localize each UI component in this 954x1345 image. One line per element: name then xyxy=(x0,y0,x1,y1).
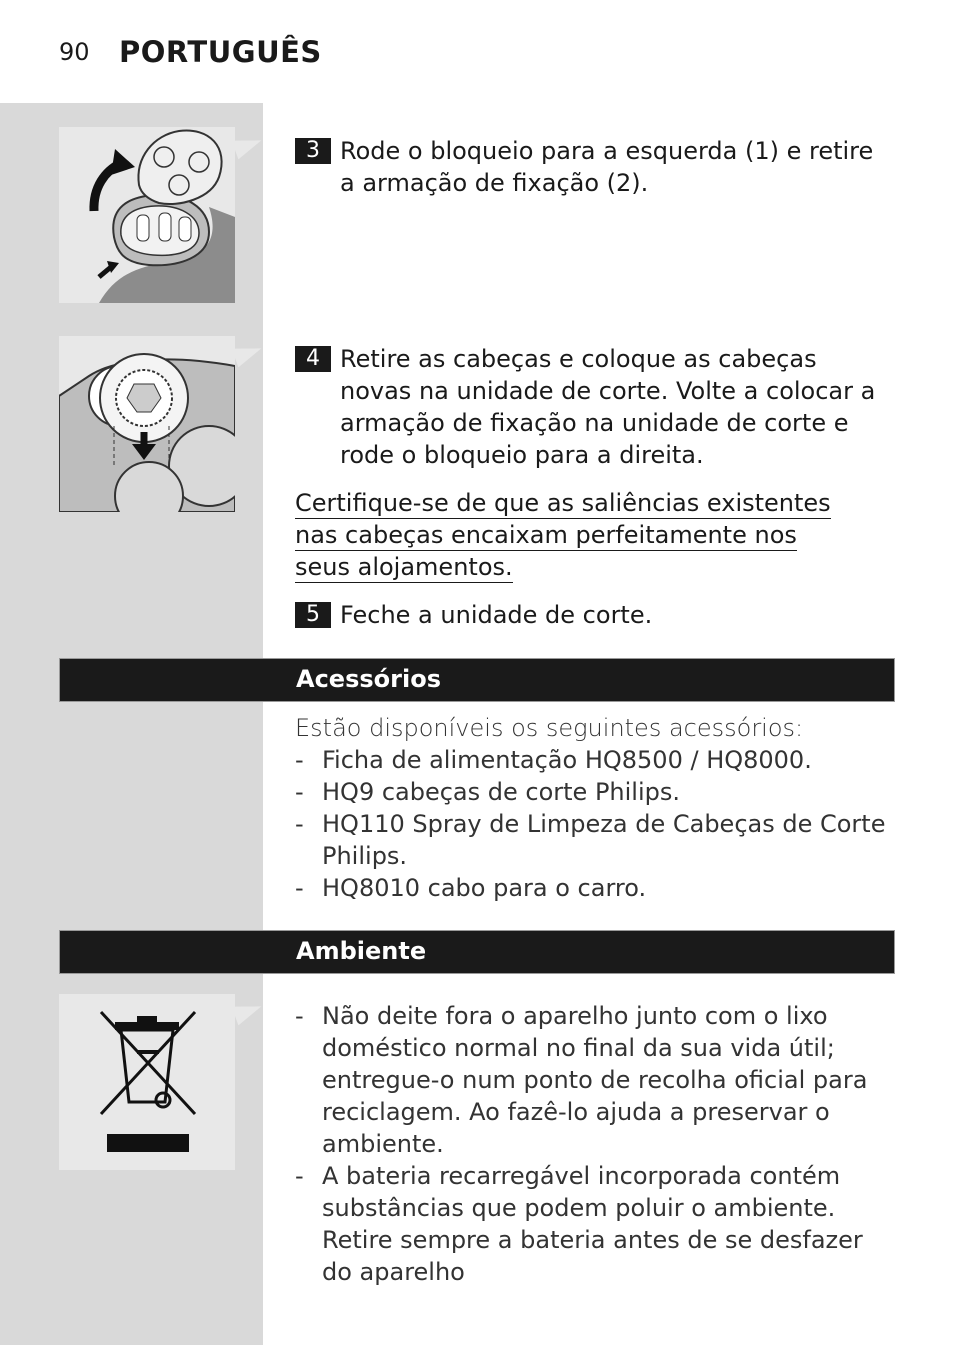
page-language-title: PORTUGUÊS xyxy=(119,35,322,69)
step-number-badge: 5 xyxy=(295,602,331,628)
page-number: 90 xyxy=(59,38,90,66)
section-heading: Acessórios xyxy=(296,665,441,693)
step-4 xyxy=(295,343,895,471)
note-underlined xyxy=(295,487,855,583)
list-item: - Ficha de alimentação HQ8500 / HQ8000. xyxy=(295,744,895,776)
step-text: Rode o bloqueio para a esquerda (1) e retire a armação de fixação (2). xyxy=(340,137,874,197)
environment-list xyxy=(295,1000,895,1288)
step-number-badge: 4 xyxy=(295,346,331,372)
list-item: - HQ8010 cabo para o carro. xyxy=(295,872,895,904)
step-text: Feche a unidade de corte. xyxy=(340,601,653,629)
illustration-replace-shaving-heads xyxy=(59,336,235,512)
section-bar-accessories xyxy=(59,658,895,702)
section-heading: Ambiente xyxy=(296,937,427,965)
step-5 xyxy=(295,599,895,631)
list-item: - HQ9 cabeças de corte Philips. xyxy=(295,776,895,808)
list-item: - HQ110 Spray de Limpeza de Cabeças de Corte Philips. xyxy=(295,808,895,872)
accessories-intro: Estão disponíveis os seguintes acessórios: xyxy=(295,714,804,742)
list-item: - A bateria recarregável incorporada contém substâncias que podem poluir o ambiente. Retire sempre a bateria antes de se desfazer do aparelho xyxy=(295,1160,895,1288)
note-text: Certifique-se de que as saliências existentes nas cabeças encaixam perfeitamente nos seus alojamentos. xyxy=(295,489,831,581)
step-text: Retire as cabeças e coloque as cabeças novas na unidade de corte. Volte a colocar a armação de fixação na unidade de corte e rode o bloqueio para a direita. xyxy=(340,345,876,469)
weee-crossed-bin-icon xyxy=(59,994,235,1170)
step-3 xyxy=(295,135,895,199)
illustration-open-shaving-unit xyxy=(59,127,235,303)
accessories-list xyxy=(295,744,895,904)
step-number-badge: 3 xyxy=(295,138,331,164)
list-item: - Não deite fora o aparelho junto com o lixo doméstico normal no final da sua vida útil; entregue-o num ponto de recolha oficial para reciclagem. Ao fazê-lo ajuda a preservar o ambiente. xyxy=(295,1000,895,1160)
section-bar-environment xyxy=(59,930,895,974)
